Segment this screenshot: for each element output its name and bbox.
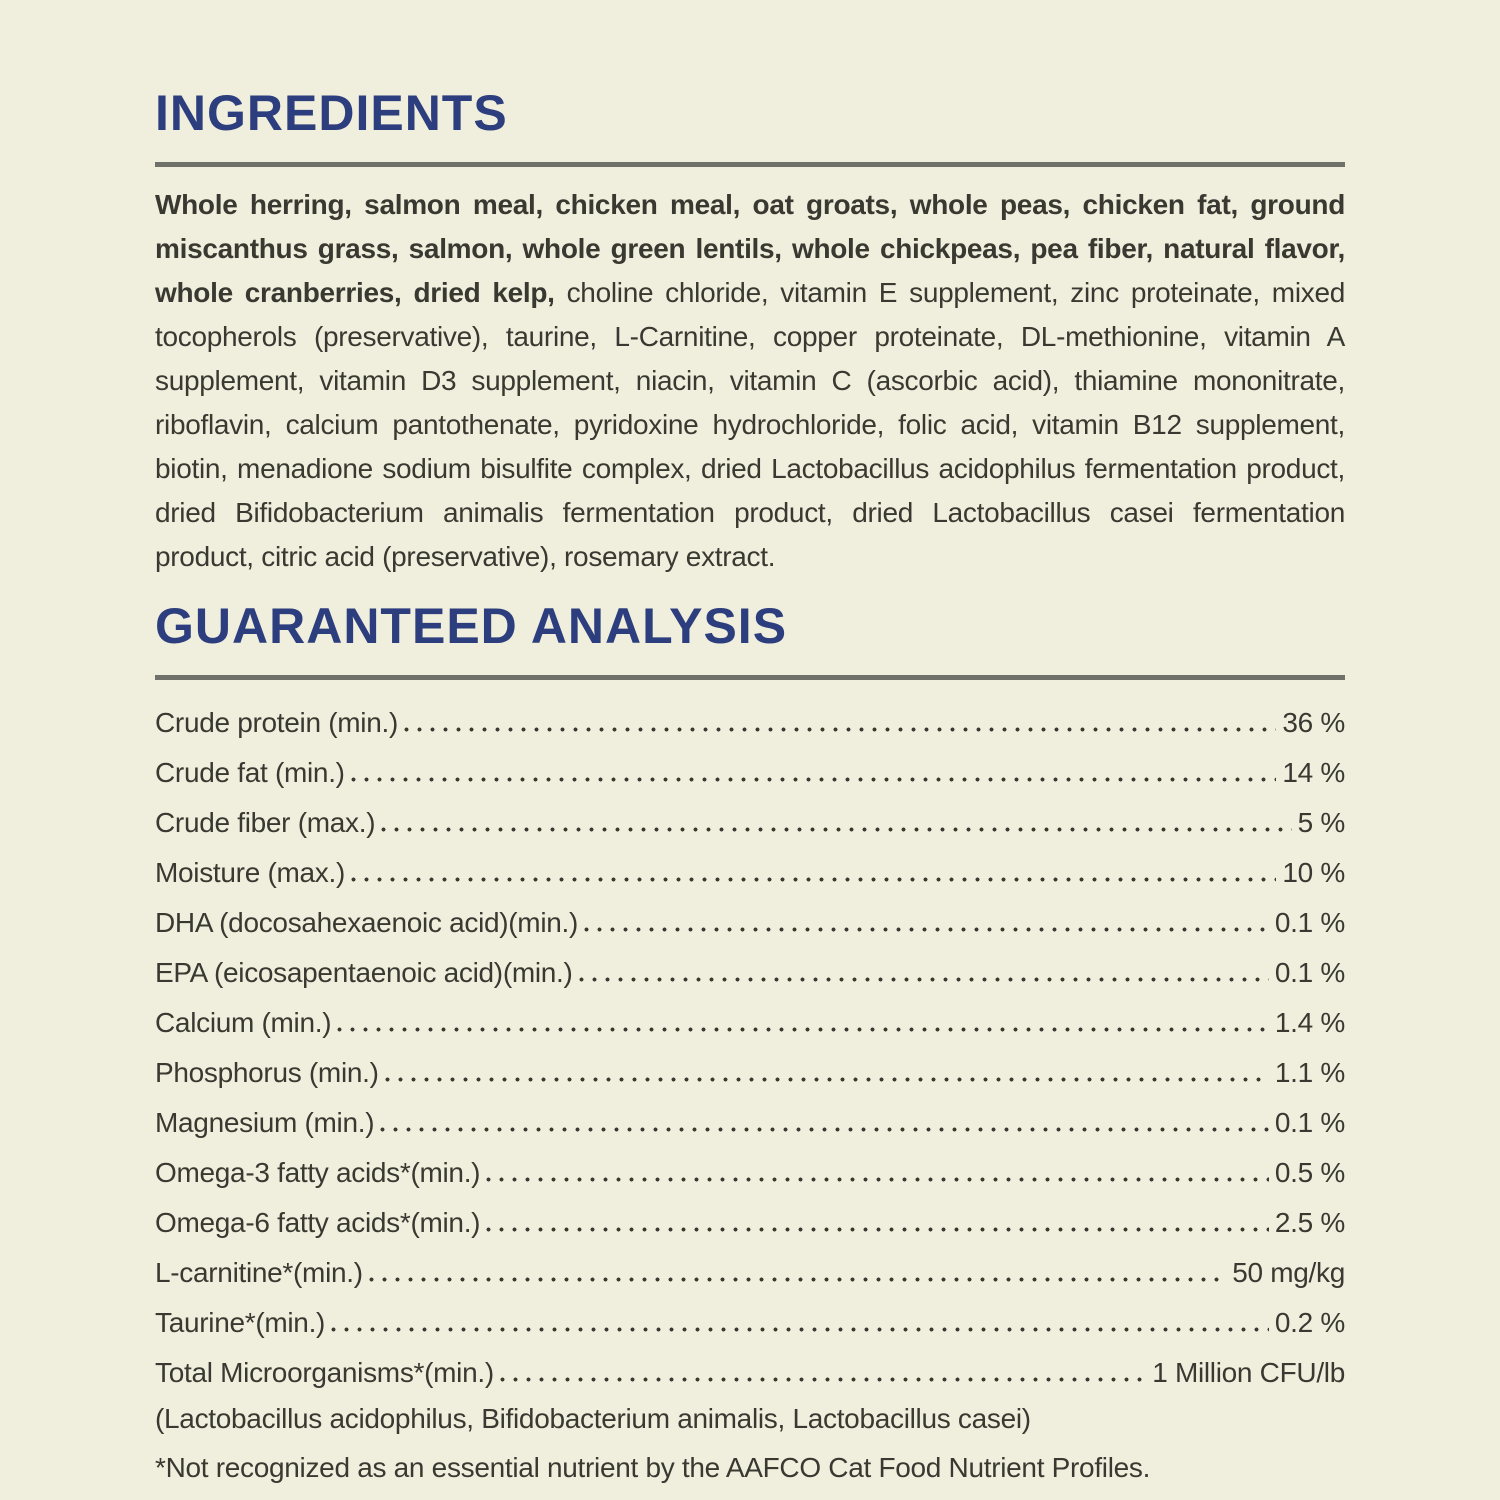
analysis-divider: [155, 675, 1345, 680]
analysis-row-value: 5 %: [1297, 807, 1345, 838]
dot-leader: [351, 777, 1277, 782]
guaranteed-analysis-title: GUARANTEED ANALYSIS: [155, 598, 788, 654]
analysis-row-label: L-carnitine*(min.): [155, 1257, 363, 1288]
analysis-row: [155, 894, 1345, 944]
analysis-row-label: Calcium (min.): [155, 1007, 332, 1038]
analysis-row-value: 1.4 %: [1274, 1007, 1345, 1038]
analysis-row: [155, 1144, 1345, 1194]
analysis-row: [155, 994, 1345, 1044]
analysis-row-value: 1 Million CFU/lb: [1152, 1357, 1345, 1388]
dot-leader: [369, 1277, 1226, 1282]
dot-leader: [486, 1227, 1269, 1232]
analysis-row-label: Phosphorus (min.): [155, 1057, 379, 1088]
analysis-row: [155, 1294, 1345, 1344]
dot-leader: [331, 1327, 1269, 1332]
ingredients-divider: [155, 162, 1345, 167]
ingredients-title: INGREDIENTS: [155, 85, 508, 141]
analysis-row: [155, 1094, 1345, 1144]
analysis-row-value: 0.1 %: [1274, 1107, 1345, 1138]
analysis-row: [155, 1044, 1345, 1094]
analysis-row-label: Crude fat (min.): [155, 757, 345, 788]
dot-leader: [337, 1027, 1269, 1032]
ingredients-primary-text: Whole herring, salmon meal, chicken meal, oat groats, whole peas, chicken fat, ground miscanthus grass, salmon, whole green lentils, whole chickpeas, pea fiber, natural flavor, whole cranberries, dried kelp,: [155, 189, 1345, 308]
dot-leader: [486, 1177, 1269, 1182]
analysis-row-label: Magnesium (min.): [155, 1107, 375, 1138]
ingredients-text: [155, 183, 1345, 579]
ingredients-section: [155, 85, 1345, 579]
analysis-table: [155, 694, 1345, 1394]
analysis-row-label: Total Microorganisms*(min.): [155, 1357, 494, 1388]
analysis-row: [155, 694, 1345, 744]
analysis-row-value: 0.1 %: [1274, 957, 1345, 988]
dot-leader: [380, 1127, 1269, 1132]
dot-leader: [381, 827, 1291, 832]
analysis-row: [155, 1344, 1345, 1394]
dot-leader: [404, 727, 1276, 732]
analysis-row-value: 1.1 %: [1274, 1057, 1345, 1088]
analysis-row-value: 0.1 %: [1274, 907, 1345, 938]
analysis-row-label: Crude protein (min.): [155, 707, 398, 738]
analysis-row-value: 14 %: [1282, 757, 1345, 788]
analysis-row-label: DHA (docosahexaenoic acid)(min.): [155, 907, 579, 938]
analysis-row-value: 36 %: [1282, 707, 1345, 738]
analysis-row: [155, 1244, 1345, 1294]
analysis-row: [155, 744, 1345, 794]
analysis-row: [155, 944, 1345, 994]
dot-leader: [385, 1077, 1269, 1082]
analysis-row-value: 50 mg/kg: [1232, 1257, 1345, 1288]
microorganisms-note: (Lactobacillus acidophilus, Bifidobacterium animalis, Lactobacillus casei): [155, 1403, 1031, 1434]
analysis-row-label: Moisture (max.): [155, 857, 345, 888]
analysis-row-value: 10 %: [1282, 857, 1345, 888]
guaranteed-analysis-section: [155, 598, 1345, 1492]
analysis-row: [155, 1194, 1345, 1244]
analysis-row: [155, 844, 1345, 894]
analysis-row-label: EPA (eicosapentaenoic acid)(min.): [155, 957, 573, 988]
analysis-row-value: 2.5 %: [1274, 1207, 1345, 1238]
dot-leader: [584, 927, 1269, 932]
analysis-row: [155, 794, 1345, 844]
analysis-row-label: Crude fiber (max.): [155, 807, 376, 838]
analysis-row-label: Omega-6 fatty acids*(min.): [155, 1207, 481, 1238]
dot-leader: [500, 1377, 1146, 1382]
aafco-footnote: *Not recognized as an essential nutrient by the AAFCO Cat Food Nutrient Profiles.: [155, 1452, 1151, 1483]
analysis-row-label: Omega-3 fatty acids*(min.): [155, 1157, 481, 1188]
analysis-row-label: Taurine*(min.): [155, 1307, 326, 1338]
analysis-row-value: 0.5 %: [1274, 1157, 1345, 1188]
dot-leader: [351, 877, 1276, 882]
dot-leader: [579, 977, 1269, 982]
analysis-row-value: 0.2 %: [1274, 1307, 1345, 1338]
ingredients-secondary-text: choline chloride, vitamin E supplement, zinc proteinate, mixed tocopherols (preservative), taurine, L-Carnitine, copper proteinate, DL-methionine, vitamin A supplement, vitamin D3 supplement, niacin, vitamin C (ascorbic acid), thiamine mononitrate, riboflavin, calcium pantothenate, pyridoxine hydrochloride, folic acid, vitamin B12 supplement, biotin, menadione sodium bisulfite complex, dried Lactobacillus acidophilus fermentation product, dried Bifidobacterium animalis fermentation product, dried Lactobacillus casei fermentation product, citric acid (preservative), rosemary extract.: [155, 277, 1345, 572]
